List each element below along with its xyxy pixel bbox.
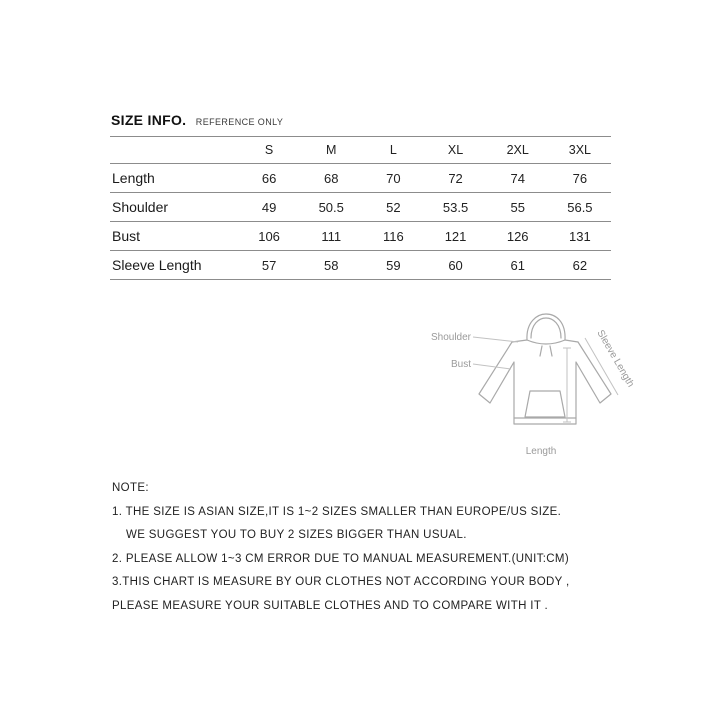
- cell-bust-xl: 121: [424, 222, 486, 251]
- shoulder-pointer-line: [473, 337, 518, 342]
- notes-section: [112, 477, 570, 618]
- notes-heading: NOTE:: [112, 482, 149, 494]
- size-header-empty: [110, 137, 238, 164]
- measurement-lines: [473, 337, 618, 422]
- cell-bust-3xl: 131: [549, 222, 611, 251]
- cell-bust-s: 106: [238, 222, 300, 251]
- row-label-shoulder: Shoulder: [110, 193, 238, 222]
- cell-sleeve-2xl: 61: [487, 251, 549, 280]
- page-title: [111, 112, 283, 130]
- diagram-length-label: Length: [525, 446, 557, 457]
- cell-shoulder-2xl: 55: [487, 193, 549, 222]
- size-table: [110, 136, 611, 280]
- note-line-3b: PLEASE MEASURE YOUR SUITABLE CLOTHES AND TO COMPARE WITH IT .: [112, 599, 549, 612]
- diagram-bust-label: Bust: [450, 359, 471, 370]
- size-header-s: S: [238, 137, 300, 164]
- measurement-diagram: [415, 306, 675, 461]
- cell-bust-m: 111: [300, 222, 362, 251]
- diagram-shoulder-label: Shoulder: [430, 332, 471, 343]
- cell-length-3xl: 76: [549, 164, 611, 193]
- note-line-1: 1. THE SIZE IS ASIAN SIZE,IT IS 1~2 SIZES SMALLER THAN EUROPE/US SIZE.: [112, 505, 562, 518]
- cell-length-2xl: 74: [487, 164, 549, 193]
- cell-sleeve-xl: 60: [424, 251, 486, 280]
- row-label-sleeve-length: Sleeve Length: [110, 251, 238, 280]
- size-header-3xl: 3XL: [549, 137, 611, 164]
- cell-length-s: 66: [238, 164, 300, 193]
- row-label-length: Length: [110, 164, 238, 193]
- cell-length-xl: 72: [424, 164, 486, 193]
- cell-sleeve-m: 58: [300, 251, 362, 280]
- hoodie-outline: [479, 314, 611, 424]
- reference-only-label: REFERENCE ONLY: [195, 117, 284, 127]
- cell-sleeve-3xl: 62: [549, 251, 611, 280]
- note-line-1b: WE SUGGEST YOU TO BUY 2 SIZES BIGGER THAN USUAL.: [126, 529, 467, 541]
- cell-shoulder-m: 50.5: [300, 193, 362, 222]
- size-header-2xl: 2XL: [487, 137, 549, 164]
- table-row-sleeve-length: [110, 251, 611, 280]
- size-table-header-row: [110, 137, 611, 164]
- hoodie-diagram-icon: [415, 306, 675, 461]
- cell-shoulder-xl: 53.5: [424, 193, 486, 222]
- table-row-shoulder: [110, 193, 611, 222]
- cell-shoulder-s: 49: [238, 193, 300, 222]
- cell-sleeve-l: 59: [362, 251, 424, 280]
- note-line-3: 3.THIS CHART IS MEASURE BY OUR CLOTHES NOT ACCORDING YOUR BODY ,: [112, 576, 570, 588]
- cell-bust-l: 116: [362, 222, 424, 251]
- table-row-length: [110, 164, 611, 193]
- bust-pointer-line: [473, 364, 511, 369]
- row-label-bust: Bust: [110, 222, 238, 251]
- cell-sleeve-s: 57: [238, 251, 300, 280]
- cell-shoulder-l: 52: [362, 193, 424, 222]
- cell-bust-2xl: 126: [487, 222, 549, 251]
- cell-length-l: 70: [362, 164, 424, 193]
- note-line-2: 2. PLEASE ALLOW 1~3 CM ERROR DUE TO MANUAL MEASUREMENT.(UNIT:CM): [112, 552, 570, 565]
- size-header-l: L: [362, 137, 424, 164]
- cell-length-m: 68: [300, 164, 362, 193]
- size-header-m: M: [300, 137, 362, 164]
- diagram-sleeve-length-label: Sleeve Length: [594, 328, 636, 390]
- table-row-bust: [110, 222, 611, 251]
- size-header-xl: XL: [424, 137, 486, 164]
- size-info-title: SIZE INFO.: [111, 112, 187, 128]
- cell-shoulder-3xl: 56.5: [549, 193, 611, 222]
